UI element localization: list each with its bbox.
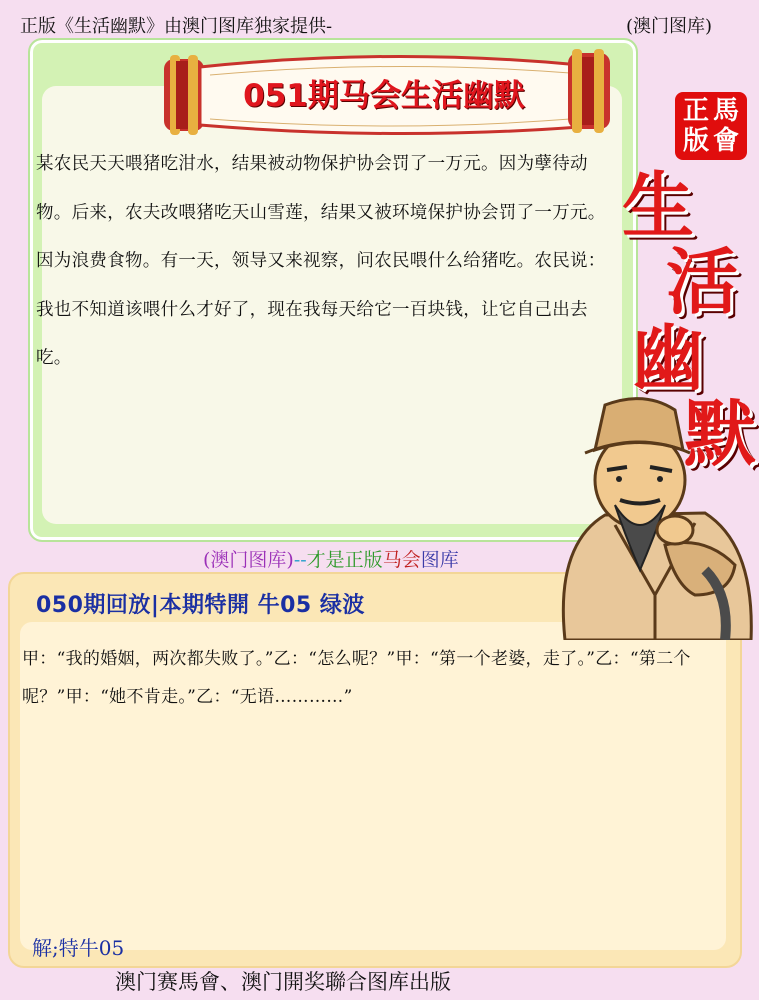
review-title: 050期回放|本期特開 牛05 绿波 bbox=[36, 593, 365, 618]
story-text: 某农民天天喂猪吃泔水，结果被动物保护协会罚了一万元。因为孽待动物。后来，农夫改喂猪吃天山雪莲，结果又被环境保护协会罚了一万元。因为浪费食物。有一天，领导又来视察，问农民喂什么给猪吃。农民说：我也不知道该喂什么才好了，现在我每天给它一百块钱，让它自己出去吃。 bbox=[36, 154, 606, 368]
caption-part: 才是正版 bbox=[306, 549, 383, 571]
header-left-text: 正版《生活幽默》由澳门图库独家提供- bbox=[20, 16, 333, 37]
footer-text: 澳门赛馬會、澳门開奖聯合图库出版 bbox=[115, 970, 451, 994]
caption-part: (澳门图库) bbox=[203, 549, 294, 571]
seal-char: 正 bbox=[683, 96, 710, 126]
side-title-char: 默 bbox=[684, 392, 757, 476]
joke-text: 甲：“我的婚姻，两次都失败了。”乙：“怎么呢？”甲：“第一个老婆，走了。”乙：“第二个呢？”甲：“她不肯走。”乙：“无语…………” bbox=[22, 649, 691, 707]
scroll-left-roll bbox=[164, 55, 204, 135]
side-title-char: 幽 bbox=[632, 316, 705, 400]
header-right-text: (澳门图库) bbox=[626, 16, 713, 37]
caption-part: -- bbox=[293, 549, 307, 571]
sage-illustration bbox=[555, 392, 757, 640]
seal-char: 版 bbox=[683, 126, 710, 156]
scroll-right-roll bbox=[568, 49, 610, 133]
answer-text: 解;特牛05 bbox=[32, 936, 125, 960]
side-title-char: 生 bbox=[622, 164, 695, 248]
seal-char: 馬 bbox=[713, 96, 740, 126]
seal-char: 會 bbox=[713, 126, 740, 156]
side-title-char: 活 bbox=[666, 240, 739, 324]
banner-title: 051期马会生活幽默 bbox=[243, 78, 525, 114]
authentic-seal bbox=[675, 92, 747, 160]
caption-part: 图库 bbox=[420, 549, 459, 571]
caption-part: 马会 bbox=[382, 549, 421, 571]
site-caption bbox=[203, 545, 459, 572]
